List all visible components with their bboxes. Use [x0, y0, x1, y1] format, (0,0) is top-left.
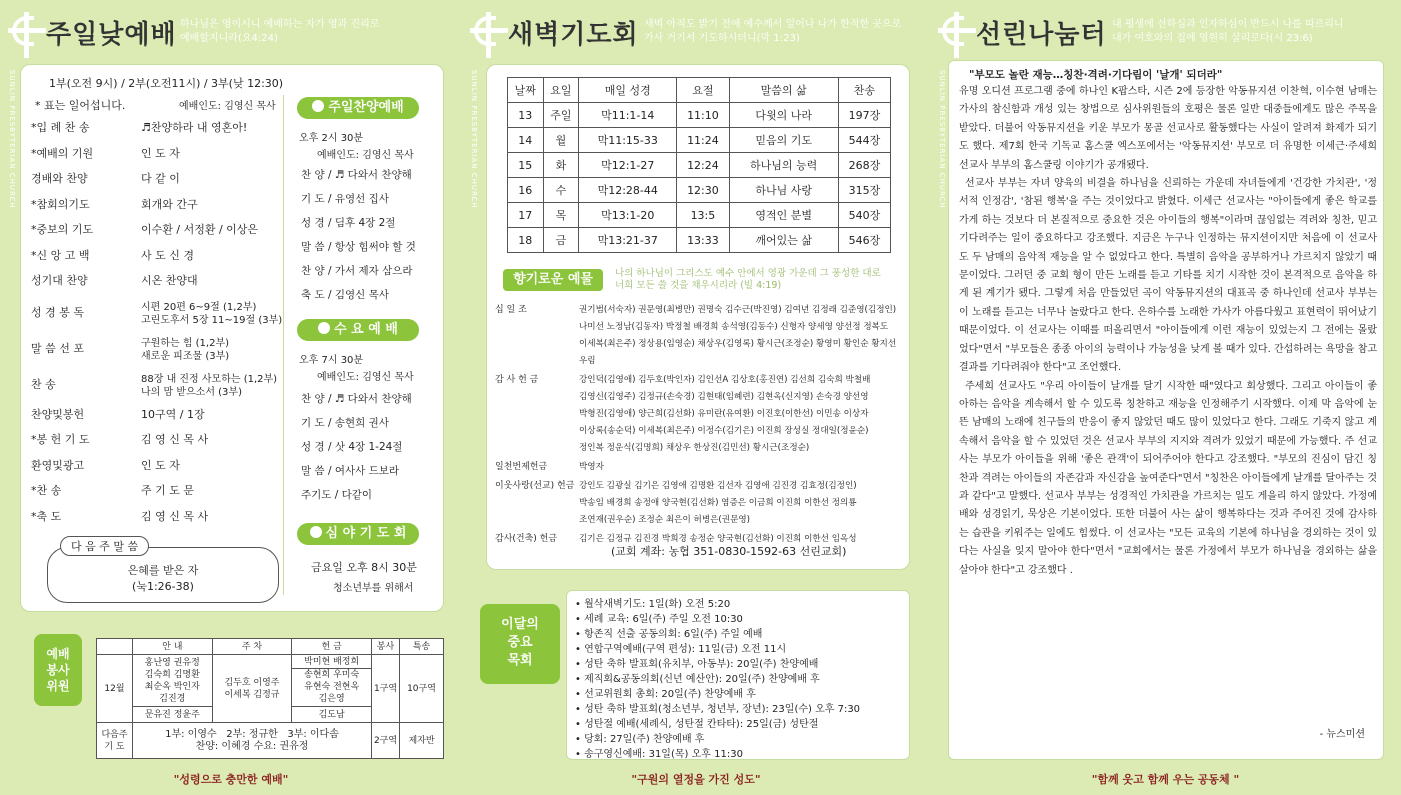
worship-leader: 예배인도: 김영신 목사 [179, 101, 276, 112]
order-key: 찬 송 [31, 377, 56, 391]
event-item: • 성탄 축하 발표회(청소년부, 청년부, 장년): 23일(수) 오후 7:30 [575, 704, 861, 715]
panel-title: 선린나눔터 [976, 20, 1107, 50]
panel-dawn-prayer [462, 0, 930, 795]
panel-footer: "함께 웃고 함께 우는 공동체 " [1091, 773, 1240, 786]
order-value: 88장 내 진정 사모하는 (1,2부) [141, 373, 278, 385]
dawn-header: 말씀의 삶 [729, 78, 838, 103]
staff-serve: 1구역 [372, 655, 400, 723]
wed-time: 오후 7시 30분 [299, 355, 364, 366]
wed-leader: 예배인도: 김영신 목사 [317, 372, 414, 383]
order-key: *입 례 찬 송 [31, 121, 90, 134]
dawn-cell: 믿음의 기도 [729, 128, 838, 153]
service-item: 성 경 / 삿 4장 1-24절 [301, 441, 403, 453]
staff-guide: 홍난영 권유정 김숙희 김명환 최순옥 박인자 김진경 [133, 655, 213, 707]
panel-title: 주일낮예배 [46, 20, 177, 50]
event-item: • 성탄절 예배(세례식, 성탄절 칸타타): 25일(금) 성탄절 [575, 719, 819, 730]
dawn-cell: 197장 [838, 103, 890, 128]
offering-title: 향기로운 예물 [503, 269, 603, 291]
dawn-row [508, 153, 891, 178]
order-value: 사 도 신 경 [141, 248, 194, 262]
order-value: 나의 맘 받으소서 (3부) [141, 386, 242, 398]
staff-header: 주 차 [212, 639, 292, 655]
order-value: 회개와 간구 [141, 197, 198, 211]
dawn-cell: 막11:1-14 [579, 103, 677, 128]
night-note: 청소년부를 위해서 [333, 583, 414, 594]
event-item: • 월삭새벽기도: 1일(화) 오전 5:20 [575, 599, 731, 610]
dawn-cell: 15 [508, 153, 544, 178]
article-source: - 뉴스미션 [1319, 729, 1365, 740]
event-item: • 성탄 축하 발표회(유치부, 아동부): 20일(주) 찬양예배 [575, 659, 819, 670]
dawn-cell: 13 [508, 103, 544, 128]
order-value: 이수환 / 서정환 / 이상은 [141, 223, 259, 236]
event-item: • 선교위원회 총회: 20일(주) 찬양예배 후 [575, 689, 756, 700]
article-card [948, 60, 1384, 760]
dawn-cell: 18 [508, 228, 544, 253]
panel-sharing [930, 0, 1401, 795]
dawn-cell: 막11:15-33 [579, 128, 677, 153]
dawn-row [508, 203, 891, 228]
offering-line: 강인덕(김영애) 김두호(박인자) 김인선A 김상호(홍진연) 김선희 김숙희 박철배 [579, 375, 871, 385]
dawn-row [508, 178, 891, 203]
event-item: • 제직회&공동의회(신년 예산안): 20일(주) 찬양예배 후 [575, 674, 820, 685]
dawn-cell: 315장 [838, 178, 890, 203]
dawn-header: 날짜 [508, 78, 544, 103]
dawn-cell: 영적인 분별 [729, 203, 838, 228]
next-sermon-ref: (눅1:26-38) [132, 580, 194, 593]
dawn-cell: 막12:28-44 [579, 178, 677, 203]
stand-note: * 표는 일어섭니다. [35, 99, 126, 112]
dawn-cell: 544장 [838, 128, 890, 153]
offering-line: 정인복 정운식(김명희) 채상우 한상진(김민선) 황시근(조정순) [579, 443, 810, 453]
panel-header [930, 0, 1401, 60]
staff-guide2: 문유진 정윤주 [133, 707, 213, 723]
event-item: • 당회: 27일(주) 찬양예배 후 [575, 734, 705, 745]
service-item: 찬 양 / ♬ 다와서 찬양해 [301, 393, 412, 405]
service-item: 기 도 / 송현희 권사 [301, 417, 389, 429]
order-key: 찬양및봉헌 [31, 407, 85, 421]
dawn-cell: 수 [543, 178, 579, 203]
next-week-prayers: 1부: 이영수 2부: 정규한 3부: 이다솜 찬양: 이혜경 수요: 권유정 [133, 723, 372, 759]
offering-line: 이세복(최은주) 정상용(임영순) 채상우(김영록) 황시근(조정순) 황영미 황인순 황지선 [579, 339, 897, 349]
dawn-header: 요절 [677, 78, 729, 103]
staff-offering3: 김도남 [292, 707, 372, 723]
dawn-cell: 화 [543, 153, 579, 178]
service-item: 성 경 / 딤후 4장 2절 [301, 217, 396, 229]
event-item: • 항존직 선출 공동의회: 6일(주) 주일 예배 [575, 629, 763, 640]
dawn-row [508, 103, 891, 128]
praise-time: 오후 2시 30분 [299, 133, 364, 144]
dawn-cell: 다윗의 나라 [729, 103, 838, 128]
sun-icon [312, 100, 324, 112]
dawn-header: 요일 [543, 78, 579, 103]
article-headline: "부모도 놀란 재능…칭찬·격려·기다림이 '날개' 되더라" [969, 69, 1223, 81]
order-key: 성기대 찬양 [31, 274, 88, 287]
offering-line: 강인도 김광실 김기은 김영애 김명환 김선자 김영애 김진경 김효정(김정인) [579, 481, 857, 491]
church-vertical-text: SUNLIN PRESBYTERIAN CHURCH [8, 70, 16, 209]
service-item: 축 도 / 김영신 목사 [301, 289, 389, 301]
praise-leader: 예배인도: 김영신 목사 [317, 150, 414, 161]
dawn-cell: 540장 [838, 203, 890, 228]
order-key: *찬 송 [31, 484, 62, 497]
dawn-cell: 주일 [543, 103, 579, 128]
dawn-cell: 16 [508, 178, 544, 203]
church-vertical-text: SUNLIN PRESBYTERIAN CHURCH [470, 70, 478, 209]
article-paragraph: 선교사 부부는 자녀 양육의 비결을 하나님을 신뢰하는 가운데 자녀들에게 '건강한 가치관', '정서적 인정감', '참된 행복'을 주는 것이었다고 밝혔다. 이세근 선교사는 "아이들에게 좋은 학교를 가게 하는 것보다 더 본질적으로 중요한 것은 아이들의 행복"이라며 끊임없는 격려와 칭찬, 믿고 기다려주는 일이 중요하다고 강조했다. 지금은 누구나 인정하는 뮤지션이지만 처음에 이 선교사도 두 남매의 음악적 재능을 알 수 없었다고 한다. 특별히 음악을 공부하거나 가르치지 않았기 때문이었다. 그러던 중 교회 형이 만든 노래를 듣고 기타를 치기 시작한 것이 본격적으로 음악을 하게 된 계기가 됐다. 그렇게 처음 만들었던 곡이 악동뮤지션의 대표곡 중 하나인데 선교사 부부는 이 노래를 듣고는 너무나 놀랐다고 한다. 은하수를 노래한 가사가 아름다웠고 표현력이 뛰어났기 때문이었다. 이 선교사는 이때를 떠올리면서 "아이들에게 이런 재능이 있었는지 그 전에는 몰랐었다"면서 "부모들은 종종 아이의 능력이나 가능성을 낮게 볼 때가 있다. 간섭하려는 욕망을 참고 결과를 기다려줘야 한다"고 조언했다. [959, 178, 1377, 374]
offering-line: 박형진(김영애) 양근희(김선화) 유미란(유여환) 이진호(이한선) 이민송 이상자 [579, 409, 869, 419]
staff-special: 10구역 [400, 655, 444, 723]
offering-line: 권기범(서숙자) 권문영(최병만) 권명숙 김수근(박진영) 김여년 김정래 김준영(김정인) [579, 305, 897, 315]
order-value: 시편 20편 6~9절 (1,2부) [141, 301, 257, 313]
dawn-cell: 깨어있는 삶 [729, 228, 838, 253]
dawn-header: 찬송 [838, 78, 890, 103]
offering-line: 박영자 [579, 462, 604, 472]
next-sermon-box [47, 540, 279, 603]
dawn-cell: 하나님 사랑 [729, 178, 838, 203]
month-events-label: 이달의 중요 목회 [480, 604, 560, 684]
panel-verse: 새벽 아직도 밝기 전에 예수께서 일어나 나가 한적한 곳으로 가사 거기서 기도하시더니(막 1:23) [644, 19, 902, 44]
panel-title: 새벽기도회 [508, 20, 639, 50]
order-value: 인 도 자 [141, 146, 180, 160]
month-events-card [566, 590, 910, 760]
panel-sunday-worship [0, 0, 462, 795]
service-item: 말 씀 / 항상 힘써야 할 것 [301, 241, 416, 253]
dawn-card [486, 64, 910, 570]
service-item: 찬 양 / 가서 제자 삼으라 [301, 265, 413, 277]
dawn-cell: 12:24 [677, 153, 729, 178]
dawn-cell: 268장 [838, 153, 890, 178]
order-value: 다 같 이 [141, 172, 180, 185]
order-key: 환영및광고 [31, 458, 85, 472]
dawn-header: 매일 성경 [579, 78, 677, 103]
offering-key: 일천번제헌금 [495, 462, 548, 472]
next-sermon-title: 은혜를 받은 자 [127, 564, 199, 577]
church-vertical-text: SUNLIN PRESBYTERIAN CHURCH [938, 70, 946, 209]
offering-line: 우림 [579, 356, 596, 366]
order-key: *예배의 기원 [31, 146, 94, 160]
panel-header [0, 0, 462, 60]
divider [283, 95, 284, 595]
cross-logo-icon [468, 6, 508, 58]
dawn-row [508, 228, 891, 253]
staff-offering: 박미현 배정희 송현희 우미숙 유현숙 전현옥 김은영 [292, 655, 372, 707]
event-item: • 송구영신예배: 31일(목) 오후 11:30 [575, 749, 743, 760]
sun-icon [310, 526, 322, 538]
panel-footer: "구원의 열정을 가진 성도" [631, 773, 761, 786]
dawn-cell: 월 [543, 128, 579, 153]
service-times: 1부(오전 9시) / 2부(오전11시) / 3부(낮 12:30) [49, 77, 284, 90]
order-value: 인 도 자 [141, 458, 180, 472]
panel-verse: 하나님은 영이시니 예배하는 자가 영과 진리로 예배할지니라(요4:24) [180, 19, 380, 44]
article-paragraph: 유명 오디션 프로그램 중에 하나인 K팝스타, 시즌 2에 등장한 악동뮤지션 이찬혁, 이수현 남매는 가사의 참신함과 개성 있는 창법으로 심사위원들의 호평은 물론 일반 대중들에게도 많은 주목을 받았다. 더불어 악동뮤지션을 키운 부모가 몽골 선교사로 활동했다는 사실이 알려져 화제가 되기도 했다. 제7회 한국 기독교 홈스쿨 엑스포에서는 '악동뮤지션' 부모로 더 유명한 이세근·주세희 선교사 부부의 홈스쿨링 이야기가 공개됐다. [959, 86, 1377, 171]
offering-key: 십 일 조 [495, 305, 527, 315]
next-sermon-label: 다 음 주 말 씀 [60, 536, 149, 556]
next-week-serve: 2구역 [372, 723, 400, 759]
order-key: *참회의기도 [31, 197, 90, 211]
offering-key: 감 사 헌 금 [495, 375, 539, 385]
staff-header: 봉사 [372, 639, 400, 655]
dawn-cell: 11:10 [677, 103, 729, 128]
offering-line: 김기은 김정규 김진경 박희경 송정순 양국현(김선화) 이진희 이한선 임옥성 [579, 534, 857, 544]
next-week-label: 다음주 기 도 [97, 723, 133, 759]
next-week-special: 제자반 [400, 723, 444, 759]
dawn-cell: 13:33 [677, 228, 729, 253]
offering-line: 김영신(김영주) 김정규(손숙경) 김현태(임혜련) 김현옥(신지영) 손숙경 양선영 [579, 392, 869, 402]
night-time: 금요일 오후 8시 30분 [311, 561, 417, 574]
offering-line: 박송임 배경희 송정애 양국현(김선화) 염증은 이금희 이진희 이한선 정의룡 [579, 498, 857, 508]
order-value: 구원하는 힘 (1,2부) [141, 337, 230, 349]
cross-logo-icon [936, 6, 976, 58]
staff-header: 헌 금 [292, 639, 372, 655]
dawn-cell: 금 [543, 228, 579, 253]
order-value: 김 영 신 목 사 [141, 433, 209, 446]
order-key: *봉 헌 기 도 [31, 433, 90, 446]
order-value: 새로운 피조물 (3부) [141, 350, 230, 362]
dawn-cell: 546장 [838, 228, 890, 253]
order-value: ♬찬양하라 내 영혼아! [141, 121, 248, 134]
dawn-cell: 14 [508, 128, 544, 153]
staff-header: 안 내 [133, 639, 213, 655]
article-paragraph: 주세희 선교사도 "우리 아이들이 날개를 달기 시작한 때"였다고 회상했다. 그리고 아이들이 좋아하는 음악을 계속해서 할 수 있도록 칭찬하고 재능을 인정해주기 시작했다. 이제 막 음악에 눈 뜬 남매의 노래에 친구들의 반응이 좋지 않았던 때도 많이 있었다고 한다. 그래도 기죽지 않고 계속해서 음악을 할 수 있었던 것은 선교사 부부의 지지와 격려가 있었기 때문에 가능했다. 주 선교사는 부모가 아이들을 위해 '좋은 관객'이 되어주어야 한다고 강조했다. "부모의 진심이 담긴 칭찬과 격려는 아이들의 자존감과 자신감을 높여준다"면서 "칭찬은 아이들에게 날개를 달아주는 것과 같다"고 말했다. 선교사 부부는 성경적인 가치관을 가르치는 일도 게을리 하지 않았다. 가정예배와 성경읽기, 묵상은 기본이었다. 또한 더불어 사는 삶이 행복하다는 것과 주어진 것에 감사하는 습관을 키워주는 일에도 힘썼다. 이 선교사는 "모든 교육의 기본에 하나님을 경외하는 것이 있다는 사실을 잊지 말아야 한다"면서 "교회에서는 물론 가정에서 부모가 하나님을 경외하는 삶을 살아야 한다"고 강조했다 . [959, 380, 1377, 576]
service-item: 찬 양 / ♬ 다와서 찬양해 [301, 169, 412, 181]
dawn-row [508, 128, 891, 153]
event-item: • 연합구역예배(구역 편성): 11일(금) 오전 11시 [575, 644, 787, 655]
order-value: 10구역 / 1장 [141, 407, 205, 421]
panel-verse: 내 평생에 선하심과 인자하심이 반드시 나를 따르리니 내가 여호와의 집에 영원히 살리로다(시 23:6) [1112, 19, 1344, 44]
order-key: *축 도 [31, 509, 62, 523]
bank-account: (교회 계좌: 농협 351-0830-1592-63 선린교회) [611, 545, 847, 558]
order-key: *중보의 기도 [31, 223, 94, 236]
offering-line: 조연재(권우순) 조정순 최은이 허병은(권문영) [579, 515, 751, 525]
panel-footer: "성령으로 충만한 예배" [173, 773, 289, 786]
offering-key: 이웃사랑(선교) 헌금 [495, 481, 575, 491]
dawn-cell: 13:5 [677, 203, 729, 228]
service-item: 주기도 / 다같이 [301, 489, 373, 501]
staff-table [96, 638, 444, 759]
order-key: 성 경 봉 독 [31, 305, 84, 319]
dawn-table [507, 77, 891, 253]
staff-label: 예배 봉사 위원 [34, 634, 82, 706]
staff-month: 12월 [97, 655, 133, 723]
offering-line: 나미선 노정남(김동자) 박정철 배경희 송석영(김동수) 신형자 양세영 양선정 정복도 [579, 322, 889, 332]
dawn-cell: 12:30 [677, 178, 729, 203]
order-value: 고린도후서 5장 11~19절 (3부) [141, 314, 283, 326]
praise-service-title: 주일찬양예배 [297, 97, 419, 119]
order-value: 김 영 신 목 사 [141, 509, 209, 523]
service-item: 말 씀 / 여사사 드보라 [301, 465, 400, 477]
dawn-cell: 11:24 [677, 128, 729, 153]
order-value: 주 기 도 문 [141, 484, 194, 497]
sun-icon [318, 322, 330, 334]
dawn-cell: 17 [508, 203, 544, 228]
order-key: 경배와 찬양 [31, 172, 88, 185]
offering-verse: 나의 하나님이 그리스도 예수 안에서 영광 가운데 그 풍성한 대로 너희 모든 쓸 것을 채우시리라 (빌 4:19) [615, 268, 881, 291]
cross-logo-icon [6, 6, 46, 58]
order-key: *신 앙 고 백 [31, 248, 90, 262]
staff-header: 특송 [400, 639, 444, 655]
offering-key: 감사(건축) 헌금 [495, 534, 558, 544]
article-body [959, 83, 1377, 580]
wednesday-service-title: 수 요 예 배 [297, 319, 419, 341]
service-item: 기 도 / 유영선 집사 [301, 193, 389, 205]
offering-line: 이상록(송순덕) 이세복(최은주) 이정수(김기은) 이진희 장성실 정대일(정윤순) [579, 426, 869, 436]
order-value: 시온 찬양대 [141, 274, 198, 287]
dawn-cell: 막13:1-20 [579, 203, 677, 228]
panel-header [462, 0, 930, 60]
dawn-cell: 막12:1-27 [579, 153, 677, 178]
worship-card [20, 64, 444, 612]
order-key: 말 씀 선 포 [31, 341, 84, 355]
dawn-cell: 하나님의 능력 [729, 153, 838, 178]
night-prayer-title: 심 야 기 도 회 [297, 523, 419, 545]
dawn-cell: 목 [543, 203, 579, 228]
staff-parking: 김두호 이영주 이세복 김정규 [212, 655, 292, 723]
event-item: • 세례 교육: 6일(주) 주일 오전 10:30 [575, 614, 743, 625]
dawn-cell: 막13:21-37 [579, 228, 677, 253]
